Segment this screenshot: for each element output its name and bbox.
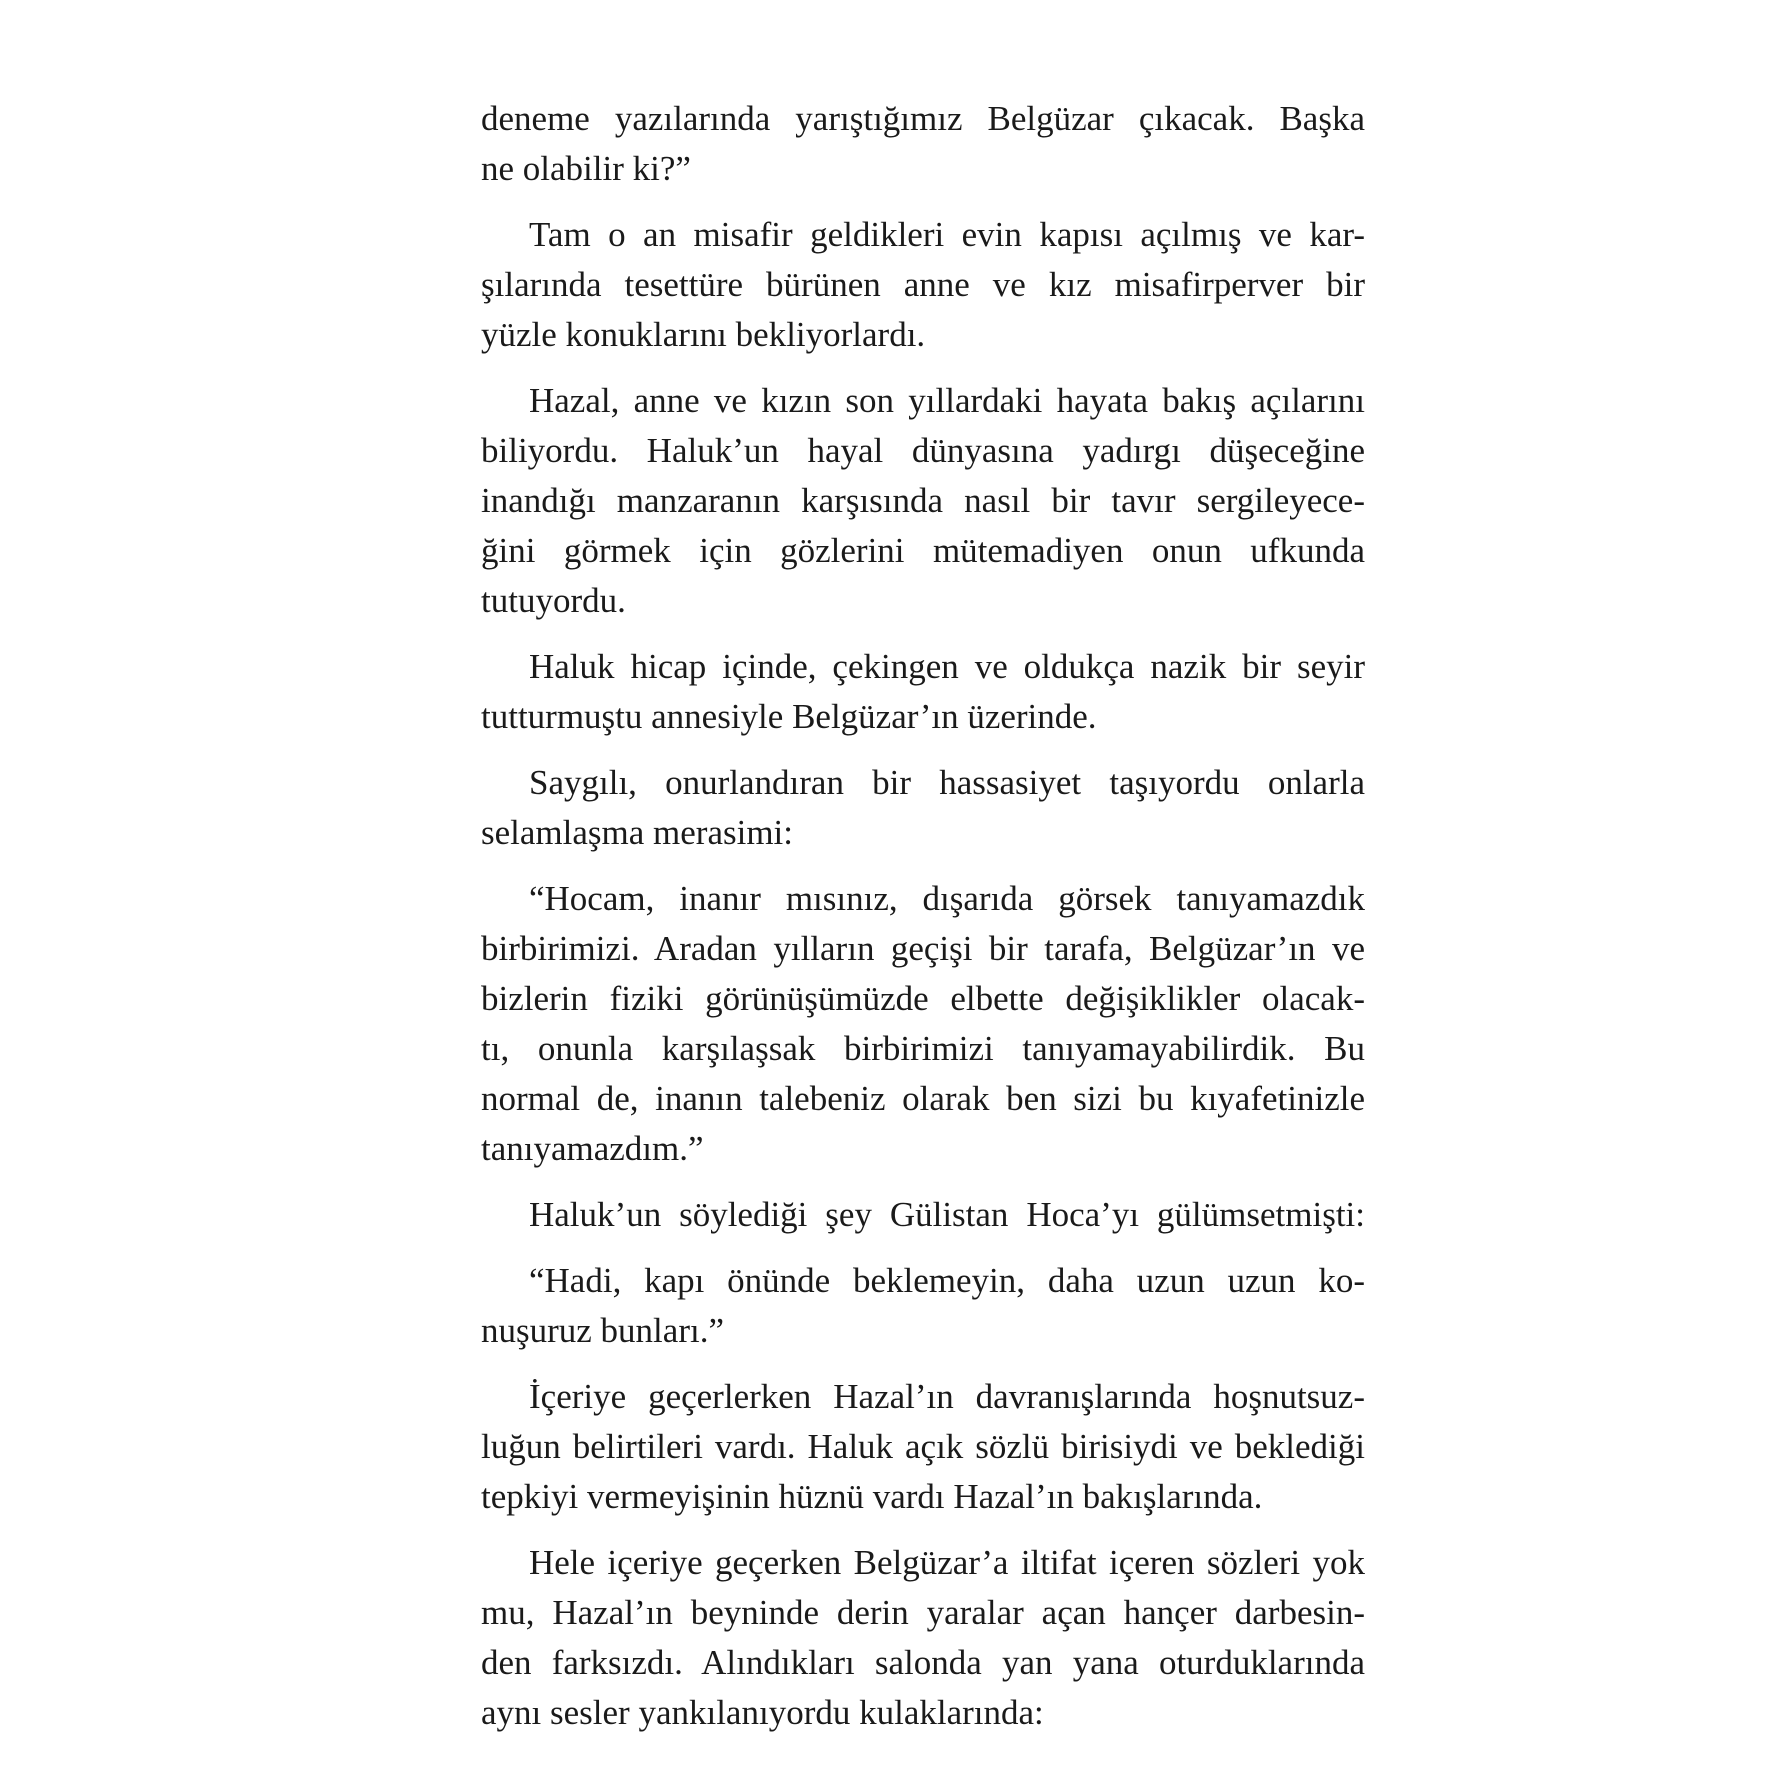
text-line: Hazal, anne ve kızın son yıllardaki hayata bakış açılarını: [529, 381, 1365, 420]
text-line: selamlaşma merasimi:: [481, 813, 793, 852]
text-line: birbirimizi. Aradan yılların geçişi bir tarafa, Belgüzar’ın ve: [481, 929, 1365, 968]
text-line: tutuyordu.: [481, 581, 626, 620]
text-line: tanıyamazdım.”: [481, 1129, 704, 1168]
text-line: luğun belirtileri vardı. Haluk açık sözlü birisiydi ve beklediği: [481, 1427, 1365, 1466]
paragraph: [481, 1190, 1365, 1240]
text-line: ğini görmek için gözlerini mütemadiyen onun ufkunda: [481, 531, 1365, 570]
text-line: bizlerin fiziki görünüşümüzde elbette değişiklikler olacak-: [481, 979, 1365, 1018]
text-line: İçeriye geçerlerken Hazal’ın davranışlarında hoşnutsuz-: [529, 1377, 1365, 1416]
paragraph: [481, 1538, 1365, 1738]
text-line: biliyordu. Haluk’un hayal dünyasına yadırgı düşeceğine: [481, 431, 1365, 470]
paragraph: [481, 210, 1365, 360]
text-line: yüzle konuklarını bekliyorlardı.: [481, 315, 926, 354]
text-line: tepkiyi vermeyişinin hüznü vardı Hazal’ın bakışlarında.: [481, 1477, 1263, 1516]
paragraph: [481, 874, 1365, 1174]
text-line: “Hadi, kapı önünde beklemeyin, daha uzun uzun ko-: [529, 1261, 1365, 1300]
text-line: Saygılı, onurlandıran bir hassasiyet taşıyordu onlarla: [529, 763, 1365, 802]
text-line: Haluk’un söylediği şey Gülistan Hoca’yı gülümsetmişti:: [529, 1195, 1365, 1234]
text-line: deneme yazılarında yarıştığımız Belgüzar çıkacak. Başka: [481, 99, 1365, 138]
text-line: inandığı manzaranın karşısında nasıl bir tavır sergileyece-: [481, 481, 1365, 520]
text-line: tutturmuştu annesiyle Belgüzar’ın üzerinde.: [481, 697, 1097, 736]
paragraph: [481, 94, 1365, 194]
text-line: normal de, inanın talebeniz olarak ben sizi bu kıyafetinizle: [481, 1079, 1365, 1118]
text-line: Haluk hicap içinde, çekingen ve oldukça nazik bir seyir: [529, 647, 1365, 686]
text-line: den farksızdı. Alındıkları salonda yan yana oturduklarında: [481, 1643, 1365, 1682]
paragraph: [481, 758, 1365, 858]
text-line: şılarında tesettüre bürünen anne ve kız misafirperver bir: [481, 265, 1365, 304]
text-line: “Hocam, inanır mısınız, dışarıda görsek tanıyamazdık: [529, 879, 1365, 918]
text-line: Tam o an misafir geldikleri evin kapısı açılmış ve kar-: [529, 215, 1365, 254]
text-line: aynı sesler yankılanıyordu kulaklarında:: [481, 1693, 1044, 1732]
text-line: Hele içeriye geçerken Belgüzar’a iltifat içeren sözleri yok: [529, 1543, 1365, 1582]
text-line: nuşuruz bunları.”: [481, 1311, 724, 1350]
paragraph: [481, 1372, 1365, 1522]
paragraph: [481, 642, 1365, 742]
paragraph: [481, 376, 1365, 626]
paragraph: [481, 1256, 1365, 1356]
text-line: mu, Hazal’ın beyninde derin yaralar açan hançer darbesin-: [481, 1593, 1365, 1632]
page-text-block: [481, 94, 1365, 1738]
text-line: tı, onunla karşılaşsak birbirimizi tanıyamayabilirdik. Bu: [481, 1029, 1365, 1068]
text-line: ne olabilir ki?”: [481, 149, 691, 188]
